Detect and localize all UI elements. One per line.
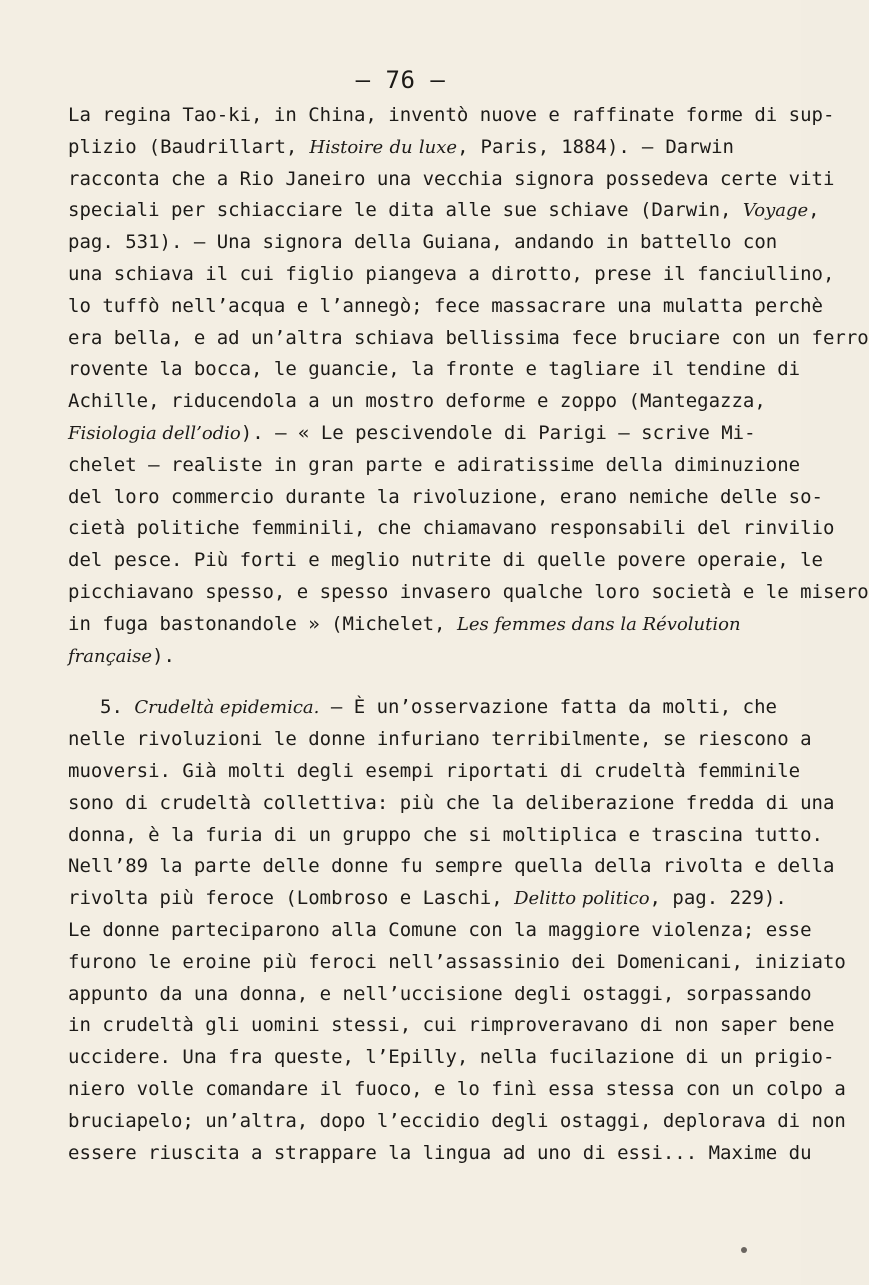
body-text [68,100,869,1169]
text-line: speciali per schiacciare le dita alle sue schiave (Darwin, Voyage, [68,199,820,222]
text-line: rovente la bocca, le guancie, la fronte e tagliare il tendine di [68,358,801,381]
text-line: rivolta più feroce (Lombroso e Laschi, Delitto politico, pag. 229). [68,887,787,910]
text-line: una schiava il cui figlio piangeva a dirotto, prese il fanciullino, [68,262,835,285]
text-line: racconta che a Rio Janeiro una vecchia signora possedeva certe viti [68,167,835,190]
text-line: plizio (Baudrillart, Histoire du luxe, Paris, 1884). — Darwin [68,135,734,158]
text-line: chelet — realiste in gran parte e adiratissime della diminuzione [68,453,801,476]
italic-title: Delitto politico [514,888,650,910]
text-line: niero volle comandare il fuoco, e lo finì essa stessa con un colpo a [68,1077,846,1100]
text-line: essere riuscita a strappare la lingua ad uno di essi... Maxime du [68,1141,812,1164]
text-line: 5. Crudeltà epidemica. — È un’osservazione fatta da molti, che [100,696,777,719]
text-line: donna, è la furia di un gruppo che si moltiplica e trascina tutto. [68,823,823,846]
text-line: pag. 531). — Una signora della Guiana, andando in battello con [68,231,778,254]
text-line: sono di crudeltà collettiva: più che la deliberazione fredda di una [68,791,835,814]
text-line: in crudeltà gli uomini stessi, cui rimproveravano di non saper bene [68,1014,835,1037]
text-line: La regina Tao-ki, in China, inventò nuove e raffinate forme di sup- [68,104,835,126]
italic-title: Les femmes dans la Révolution [456,613,741,635]
page-number-header: — 76 — [355,66,446,94]
paragraph-2 [68,692,846,1169]
text-line: cietà politiche femminili, che chiamavano responsabili del rinvilio [68,517,835,540]
text-line: nelle rivoluzioni le donne infuriano terribilmente, se riescono a [68,728,812,751]
text-line: del loro commercio durante la rivoluzione, erano nemiche delle so- [68,485,823,508]
italic-title: Histoire du luxe [309,136,458,158]
text-line: uccidere. Una fra queste, l’Epilly, nella fucilazione di un prigio- [68,1046,835,1069]
text-line: furono le eroine più feroci nell’assassinio dei Domenicani, iniziato [68,950,846,973]
text-line: Nell’89 la parte delle donne fu sempre quella della rivolta e della [68,855,835,878]
text-line: Fisiologia dell’odio). — « Le pescivendole di Parigi — scrive Mi- [68,421,756,444]
text-line: Le donne parteciparono alla Comune con la maggiore violenza; esse [68,918,812,941]
text-line: era bella, e ad un’altra schiava bellissima fece bruciare con un ferro [68,326,869,349]
text-line: bruciapelo; un’altra, dopo l’eccidio degli ostaggi, deplorava di non [68,1109,846,1132]
text-line: del pesce. Più forti e meglio nutrite di quelle povere operaie, le [68,549,823,572]
text-line: Achille, riducendola a un mostro deforme e zoppo (Mantegazza, [68,390,766,413]
italic-title: Voyage [742,200,809,222]
ink-dot [741,1247,747,1253]
italic-title: française [68,645,153,667]
italic-title: Fisiologia dell’odio [68,422,241,444]
text-line: in fuga bastonandole » (Michelet, Les femmes dans la Révolution [68,612,741,635]
text-line: appunto da una donna, e nell’uccisione degli ostaggi, sorpassando [68,982,812,1005]
section-heading: Crudeltà epidemica. [134,697,320,719]
text-line: lo tuffò nell’acqua e l’annegò; fece massacrare una mulatta perchè [68,294,823,317]
paragraph-1 [68,100,869,672]
text-line: française). [68,644,175,667]
text-line: muoversi. Già molti degli esempi riportati di crudeltà femminile [68,759,801,782]
text-line: picchiavano spesso, e spesso invasero qualche loro società e le misero [68,580,869,603]
